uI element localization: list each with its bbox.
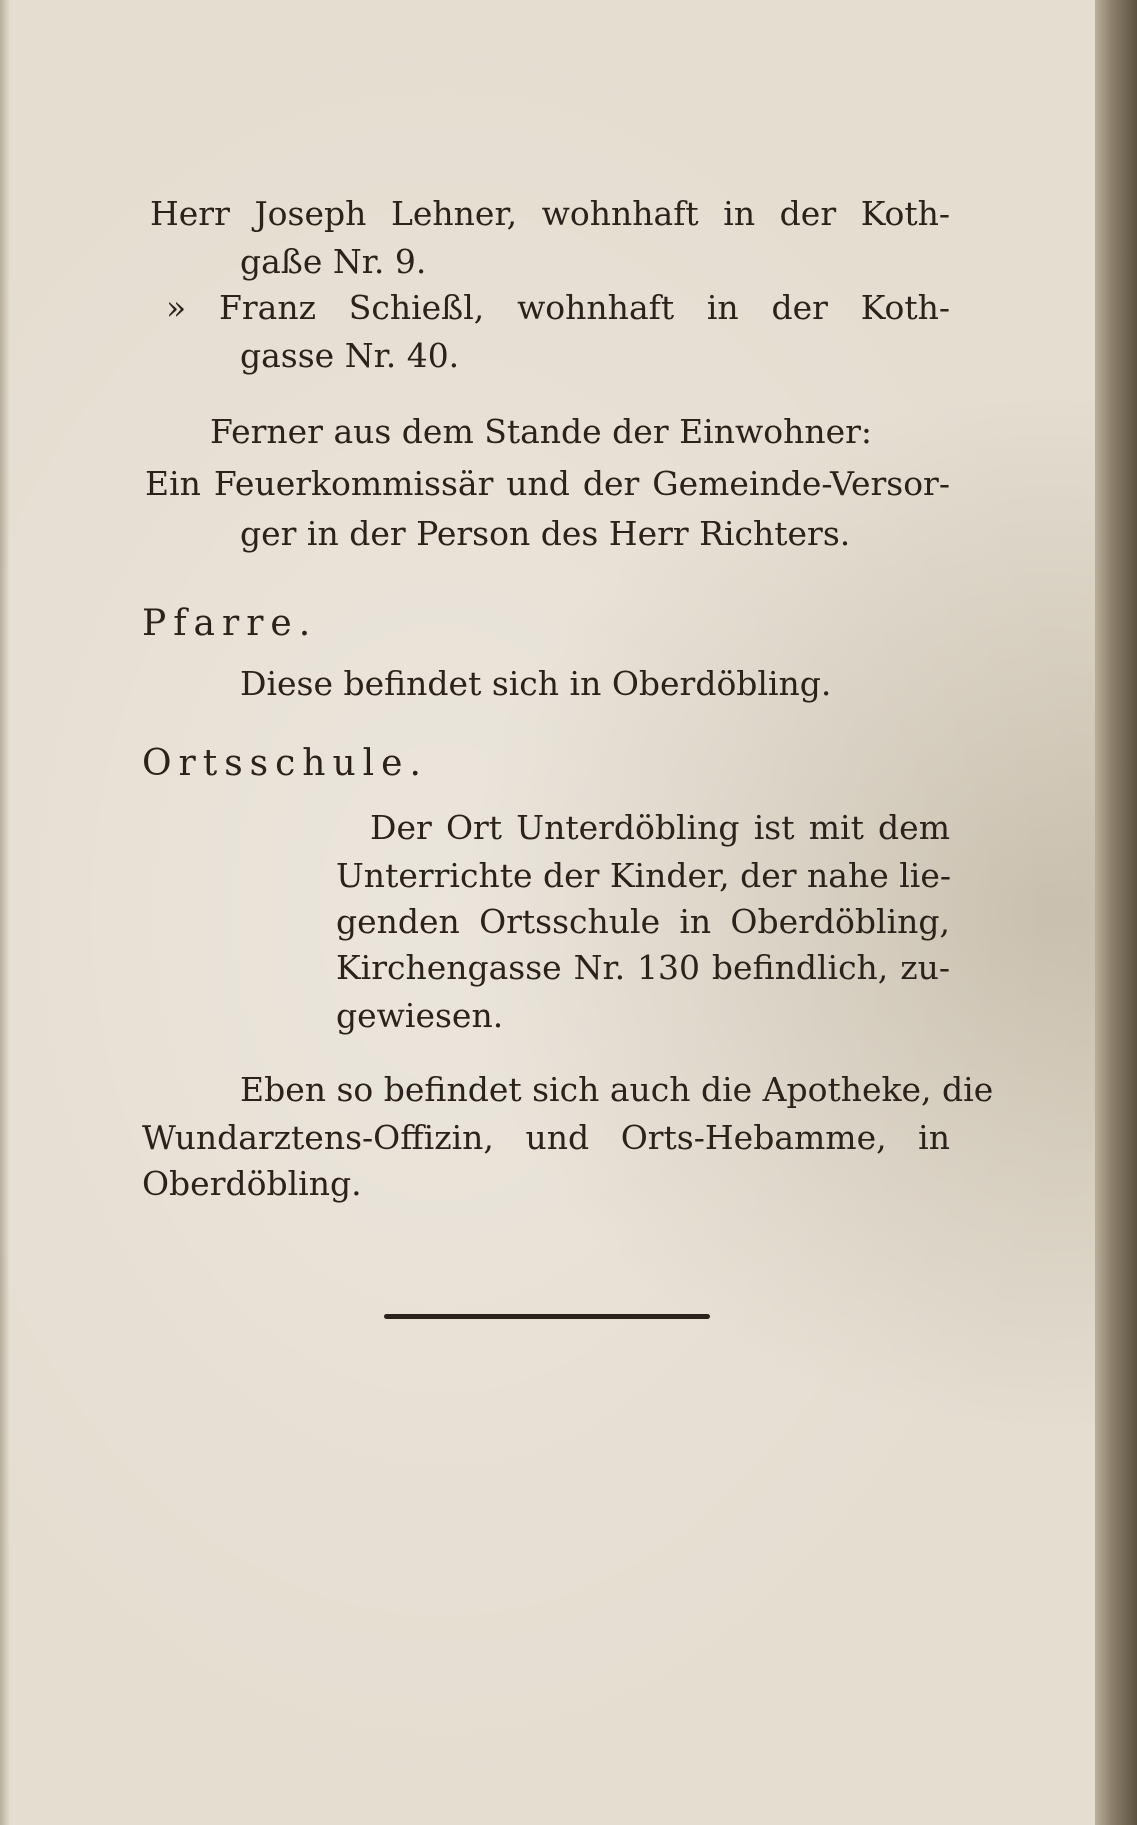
member-2-line-2: gasse Nr. 40. <box>240 336 460 375</box>
parish-text: Diese befindet sich in Oberdöbling. <box>240 664 832 703</box>
school-line-5: gewiesen. <box>336 996 504 1035</box>
member-1-line-2: gaße Nr. 9. <box>240 242 427 281</box>
parish-heading: Pfarre. <box>142 603 318 644</box>
residents-line-2: ger in der Person des Herr Richters. <box>240 514 851 553</box>
school-line-1: Der Ort Unterdöbling ist mit dem <box>370 808 950 847</box>
book-spine <box>1095 0 1137 1825</box>
services-line-1: Eben so befindet sich auch die Apotheke, die <box>240 1070 994 1109</box>
member-1-line-1: Herr Joseph Lehner, wohnhaft in der Koth- <box>150 194 950 233</box>
school-line-4: Kirchengasse Nr. 130 befindlich, zu- <box>336 948 950 987</box>
school-heading: Ortsschule. <box>142 743 428 784</box>
residents-heading: Ferner aus dem Stande der Einwohner: <box>210 412 873 451</box>
school-line-3: genden Ortsschule in Oberdöbling, <box>336 902 950 941</box>
school-line-2: Unterrichte der Kinder, der nahe lie- <box>336 856 952 895</box>
residents-line-1: Ein Feuerkommissär und der Gemeinde-Versor- <box>145 464 950 503</box>
services-line-3: Oberdöbling. <box>142 1164 362 1203</box>
page-edge <box>0 0 10 1825</box>
services-line-2: Wundarztens-Offizin, und Orts-Hebamme, in <box>142 1118 950 1157</box>
member-2-line-1: » Franz Schießl, wohnhaft in der Koth- <box>166 288 950 327</box>
section-end-rule <box>384 1314 710 1319</box>
